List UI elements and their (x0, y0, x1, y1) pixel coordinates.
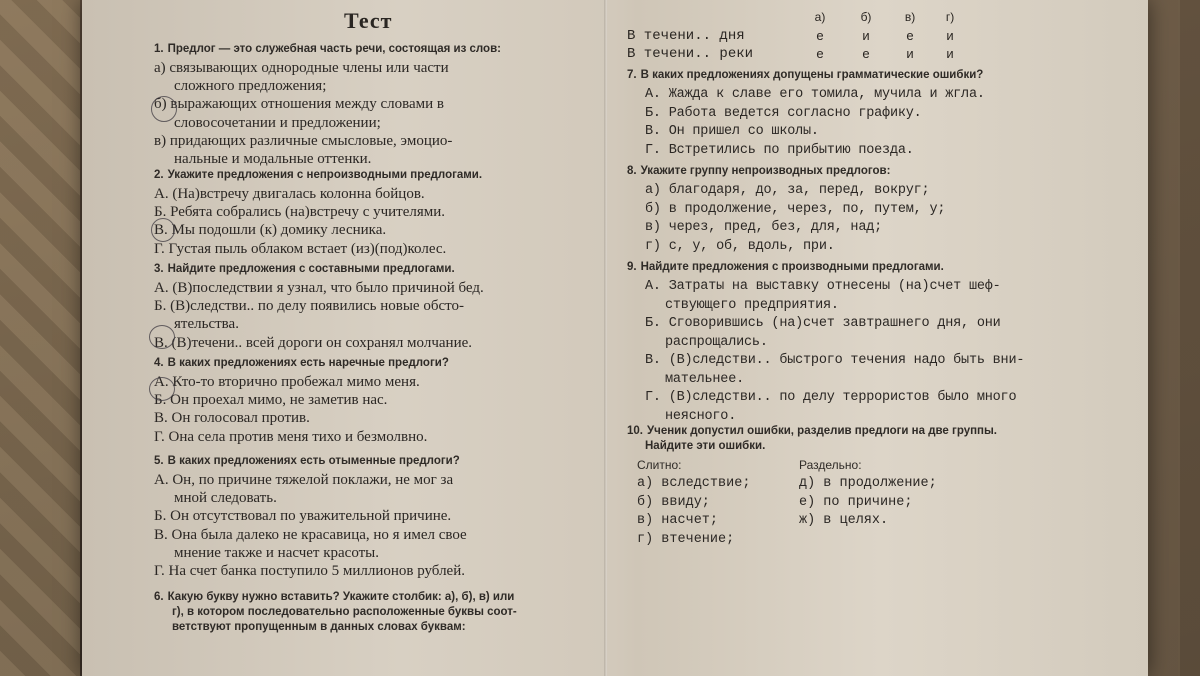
question-text: 3. Найдите предложения с составными предлогами. (154, 263, 455, 275)
answer-option[interactable]: Б. Он отсутствовал по уважительной причине. (154, 508, 452, 525)
answer-option[interactable]: В. Мы подошли (к) домику лесника. (154, 222, 387, 239)
answer-option[interactable]: Г. Встретились по прибытию поезда. (645, 142, 914, 158)
paper-sheet (82, 0, 1148, 676)
answer-option[interactable]: А. (В)последствии я узнал, что было причиной бед. (154, 280, 484, 296)
letter-cell: е (862, 46, 870, 61)
question-7 (627, 68, 1087, 160)
answer-options (154, 471, 584, 580)
answer-option[interactable]: В. Он голосовал против. (154, 410, 310, 427)
question-text: 4. В каких предложениях есть наречные предлоги? (154, 357, 449, 369)
answer-option[interactable]: Г. (В)следстви.. по делу террористов было много неясного. (645, 390, 1017, 424)
question-10 (627, 424, 1087, 454)
letter-cell: и (862, 28, 870, 43)
answer-option[interactable]: В. Он пришел со школы. (645, 124, 819, 139)
answer-option[interactable]: А. Жажда к славе его томила, мучила и жгла. (645, 87, 985, 102)
question-text: 1. Предлог — это служебная часть речи, состоящая из слов: (154, 43, 501, 55)
answer-option[interactable]: В. (В)следстви.. быстрого течения надо быть вни- мательнее. (645, 353, 1025, 387)
group-together (637, 458, 750, 549)
question-text: 7. В каких предложениях допущены грамматические ошибки? (627, 69, 984, 81)
letter-cell: е (816, 46, 824, 61)
group-label: Слитно: (637, 458, 682, 472)
group-item[interactable]: е) по причине; (799, 494, 913, 510)
column-header: в) (904, 10, 916, 24)
question-text: 10. Ученик допустил ошибки, разделив предлоги на две группы. Найдите эти ошибки. (627, 425, 997, 452)
group-item[interactable]: ж) в целях. (799, 513, 889, 528)
table-row (627, 46, 1067, 64)
letter-cell: е (906, 28, 914, 43)
letter-cell: и (946, 28, 954, 43)
question-text: 5. В каких предложениях есть отыменные предлоги? (154, 455, 460, 467)
column-header: а) (814, 10, 826, 24)
letter-cell: и (906, 46, 914, 61)
question-9 (627, 260, 1087, 426)
page-fold (604, 0, 607, 676)
answer-option[interactable]: Г. На счет банка поступило 5 миллионов рублей. (154, 563, 465, 580)
background-right (1140, 0, 1200, 676)
answer-option[interactable]: а) благодаря, до, за, перед, вокруг; (645, 183, 930, 198)
column-header: г) (945, 10, 955, 24)
answer-options (627, 278, 1087, 426)
answer-option[interactable]: Г. Густая пыль облаком встает (из)(под)колес. (154, 240, 447, 257)
question-4 (154, 356, 584, 446)
answer-options (627, 86, 1087, 160)
answer-option[interactable]: г) с, у, об, вдоль, при. (645, 238, 835, 254)
group-item[interactable]: г) втечение; (637, 531, 735, 547)
answer-option[interactable]: Б. Сговорившись (на)счет завтрашнего дня, они распрощались. (645, 316, 1001, 350)
question-6 (154, 590, 584, 635)
answer-option[interactable]: А. Кто-то вторично пробежал мимо меня. (154, 374, 420, 390)
question-text: 9. Найдите предложения с производными предлогами. (627, 261, 944, 273)
group-label: Раздельно: (799, 458, 862, 472)
answer-option[interactable]: А. Затраты на выставку отнесены (на)счет шеф- ствующего предприятия. (645, 279, 1001, 313)
question-5 (154, 454, 584, 580)
answer-option[interactable]: В. Она была далеко не красавица, но я имел свое мнение также и насчет красоты. (154, 526, 467, 561)
background-left (0, 0, 80, 676)
answer-option[interactable]: б) в продолжение, через, по, путем, у; (645, 201, 946, 217)
answer-option[interactable]: в) через, пред, без, для, над; (645, 220, 883, 235)
question-8 (627, 164, 1087, 256)
answer-option[interactable]: В. (В)течени.. всей дороги он сохранял молчание. (154, 334, 473, 351)
answer-option[interactable]: б) выражающих отношения между словами в словосочетании и предложении; (154, 96, 444, 131)
question-1 (154, 42, 584, 168)
letter-cell: е (816, 28, 824, 43)
answer-option[interactable]: Б. (В)следстви.. по делу появились новые обсто- ятельства. (154, 298, 464, 333)
table-row (627, 28, 1067, 46)
answer-option[interactable]: в) придающих различные смысловые, эмоцио- нальные и модальные оттенки. (154, 132, 453, 168)
answer-option[interactable]: А. Он, по причине тяжелой поклажи, не мог за мной следовать. (154, 472, 454, 507)
group-item[interactable]: в) насчет; (637, 513, 719, 528)
word: В течени.. дня (627, 28, 745, 44)
answer-options (627, 182, 1087, 256)
table-header (627, 10, 1067, 28)
answer-options (154, 185, 584, 258)
answer-option[interactable]: Г. Она села против меня тихо и безмолвно. (154, 428, 428, 445)
group-item[interactable]: д) в продолжение; (799, 476, 937, 491)
question-6-table (627, 10, 1067, 64)
answer-option[interactable]: Б. Он проехал мимо, не заметив нас. (154, 392, 388, 409)
answer-options (154, 59, 584, 168)
column-header: б) (860, 10, 872, 24)
question-text: 8. Укажите группу непроизводных предлогов: (627, 165, 891, 177)
answer-options (154, 279, 584, 352)
answer-option[interactable]: Б. Ребята собрались (на)встречу с учителями. (154, 204, 446, 221)
question-3 (154, 262, 584, 352)
word: В течени.. реки (627, 46, 754, 62)
answer-option[interactable]: Б. Работа ведется согласно графику. (645, 105, 922, 121)
test-title: Тест (344, 8, 393, 33)
question-2 (154, 168, 584, 258)
answer-option[interactable]: А. (На)встречу двигалась колонна бойцов. (154, 186, 425, 202)
letter-cell: и (946, 46, 954, 61)
group-item[interactable]: а) вследствие; (637, 476, 751, 491)
question-text: 6. Какую букву нужно вставить? Укажите столбик: а), б), в) или г), в котором последовательно расположенные буквы соот- ветствуют пропущенным в данных словах буквам: (154, 591, 517, 633)
question-text: 2. Укажите предложения с непроизводными предлогами. (154, 169, 483, 181)
group-item[interactable]: б) ввиду; (637, 494, 710, 510)
answer-options (154, 373, 584, 446)
answer-option[interactable]: а) связывающих однородные члены или части сложного предложения; (154, 60, 449, 95)
group-apart (799, 458, 937, 531)
